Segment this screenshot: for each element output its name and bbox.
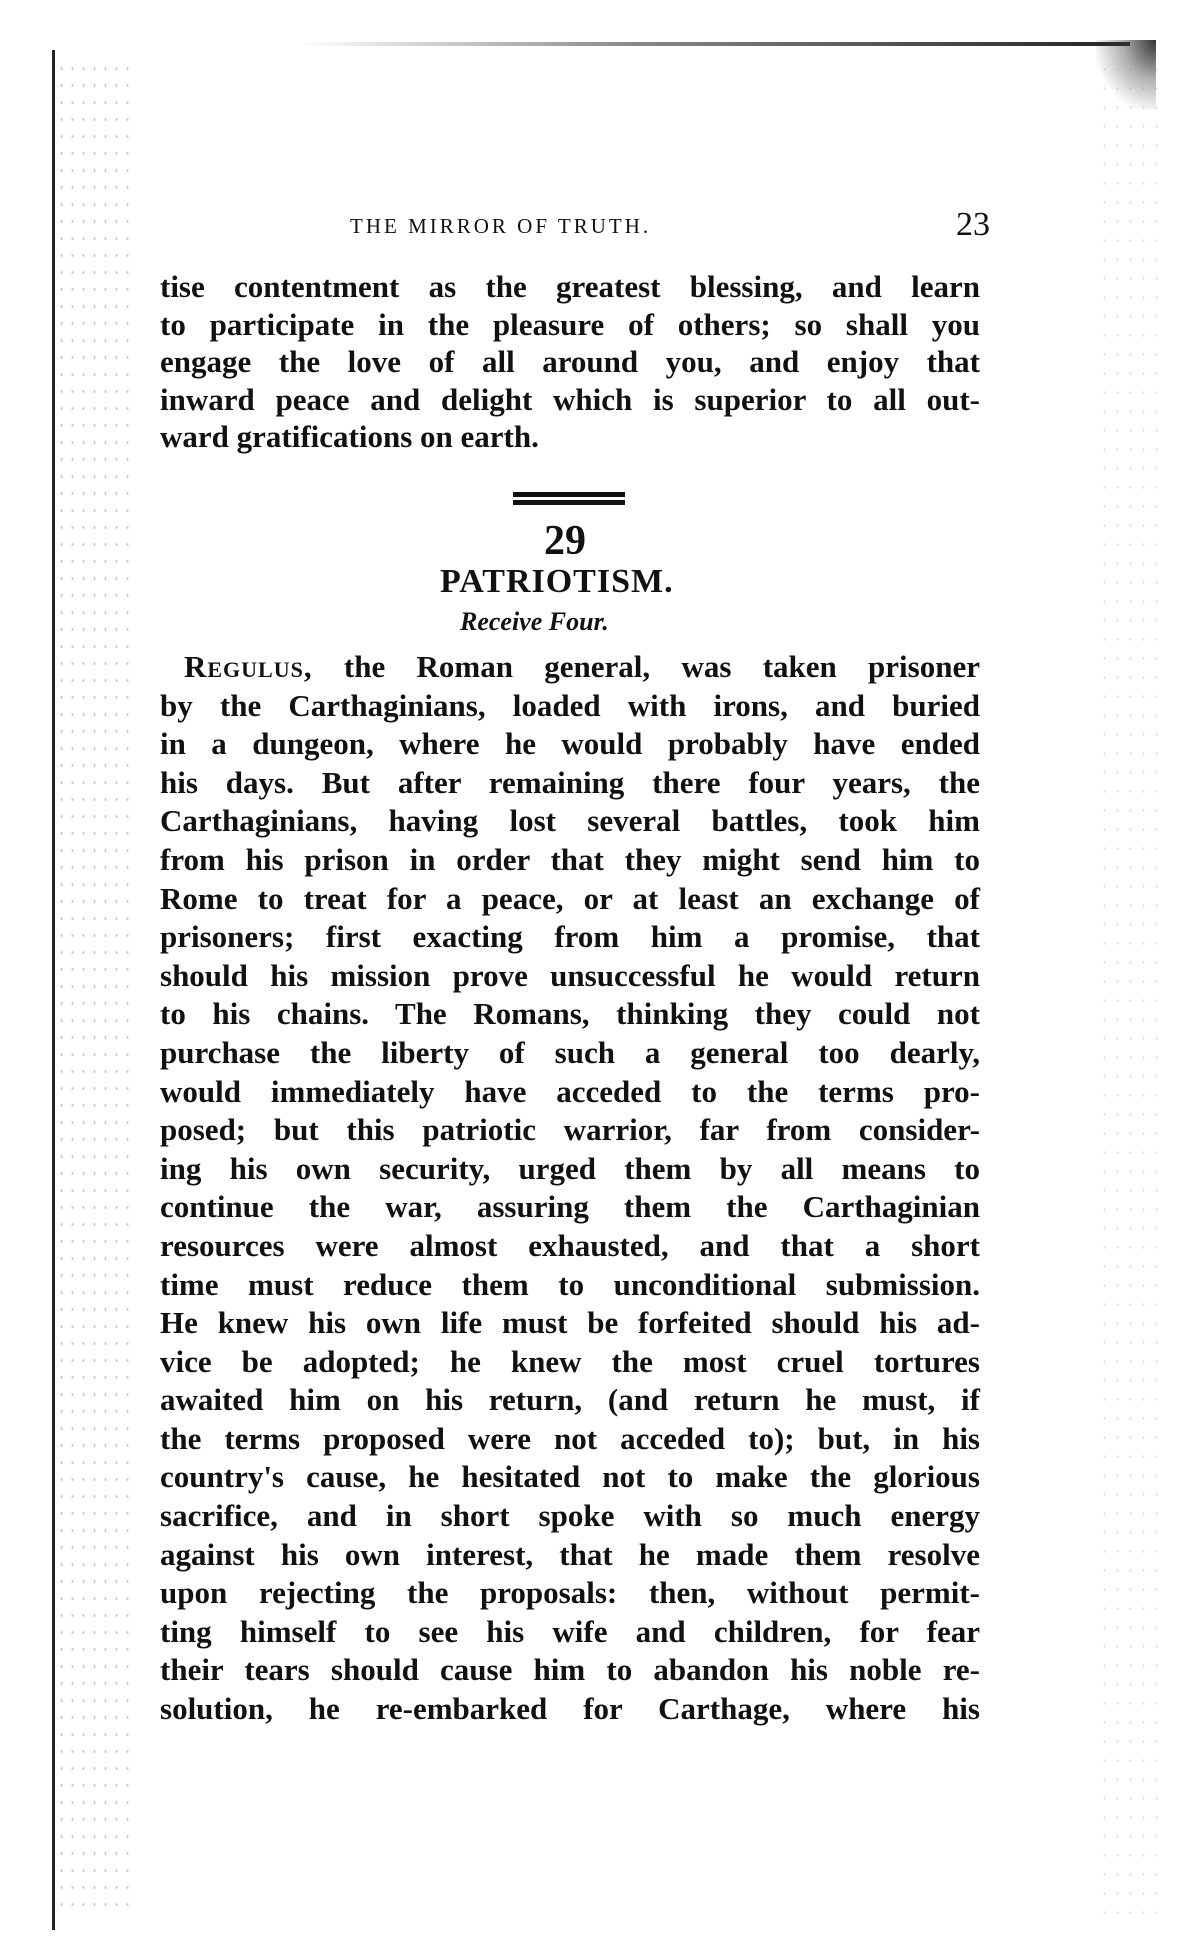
text-line: the terms proposed were not acceded to); but, in his xyxy=(160,1420,980,1456)
page-header xyxy=(330,206,990,246)
first-line-rest: the Roman general, was taken prisoner xyxy=(312,649,980,684)
text-line: resources were almost exhausted, and that a short xyxy=(160,1227,980,1263)
page-number: 23 xyxy=(956,206,990,243)
text-line xyxy=(160,648,980,687)
lead-word: Regulus, xyxy=(184,649,313,684)
section-title: PATRIOTISM. xyxy=(440,563,674,600)
text-line: solution, he re-embarked for Carthage, where his xyxy=(160,1691,980,1727)
text-line: against his own interest, that he made them resolve xyxy=(160,1536,980,1572)
text-line: purchase the liberty of such a general too dearly, xyxy=(160,1034,980,1070)
text-line: would immediately have acceded to the terms pro- xyxy=(160,1073,980,1109)
text-line: his days. But after remaining there four years, the xyxy=(160,764,980,800)
text-line: ing his own security, urged them by all means to xyxy=(160,1150,980,1186)
running-title: THE MIRROR OF TRUTH. xyxy=(350,214,652,238)
text-line: tise contentment as the greatest blessing, and learn xyxy=(160,269,980,304)
text-line: engage the love of all around you, and enjoy that xyxy=(160,344,980,379)
text-line: to participate in the pleasure of others; so shall you xyxy=(160,306,980,342)
scan-speckle-left xyxy=(56,60,136,1920)
text-line: by the Carthaginians, loaded with irons, and buried xyxy=(160,687,980,723)
double-rule-separator xyxy=(513,492,625,508)
text-line: sacrifice, and in short spoke with so much energy xyxy=(160,1498,980,1534)
text-line: in a dungeon, where he would probably have ended xyxy=(160,726,980,762)
intro-paragraph xyxy=(160,268,980,456)
text-line: upon rejecting the proposals: then, without permit- xyxy=(160,1575,980,1611)
text-line: ward gratifications on earth. xyxy=(160,419,539,454)
text-line: prisoners; first exacting from him a promise, that xyxy=(160,919,980,955)
text-line: vice be adopted; he knew the most cruel tortures xyxy=(160,1343,980,1379)
text-line: country's cause, he hesitated not to make the glorious xyxy=(160,1459,980,1495)
section-number: 29 xyxy=(544,518,586,564)
text-line: should his mission prove unsuccessful he would return xyxy=(160,957,980,993)
text-line: their tears should cause him to abandon his noble re- xyxy=(160,1652,980,1688)
text-line: ting himself to see his wife and children, for fear xyxy=(160,1613,980,1649)
text-line: Rome to treat for a peace, or at least an exchange of xyxy=(160,880,980,916)
text-line: inward peace and delight which is superior to all out- xyxy=(160,381,980,417)
page-edge-left xyxy=(52,50,55,1930)
text-line: from his prison in order that they might send him to xyxy=(160,841,980,877)
text-line: He knew his own life must be forfeited should his ad- xyxy=(160,1305,980,1341)
page-edge-top xyxy=(300,42,1130,46)
scan-speckle-right xyxy=(1098,60,1168,1920)
text-line: continue the war, assuring them the Carthaginian xyxy=(160,1189,980,1225)
text-line: Carthaginians, having lost several battles, took him xyxy=(160,803,980,839)
text-line: posed; but this patriotic warrior, far from consider- xyxy=(160,1112,980,1148)
reward-note: Receive Four. xyxy=(460,607,609,636)
text-line: time must reduce them to unconditional submission. xyxy=(160,1266,980,1302)
text-line: to his chains. The Romans, thinking they could not xyxy=(160,996,980,1032)
text-line: awaited him on his return, (and return he must, if xyxy=(160,1382,980,1418)
body-paragraph xyxy=(160,648,980,1729)
